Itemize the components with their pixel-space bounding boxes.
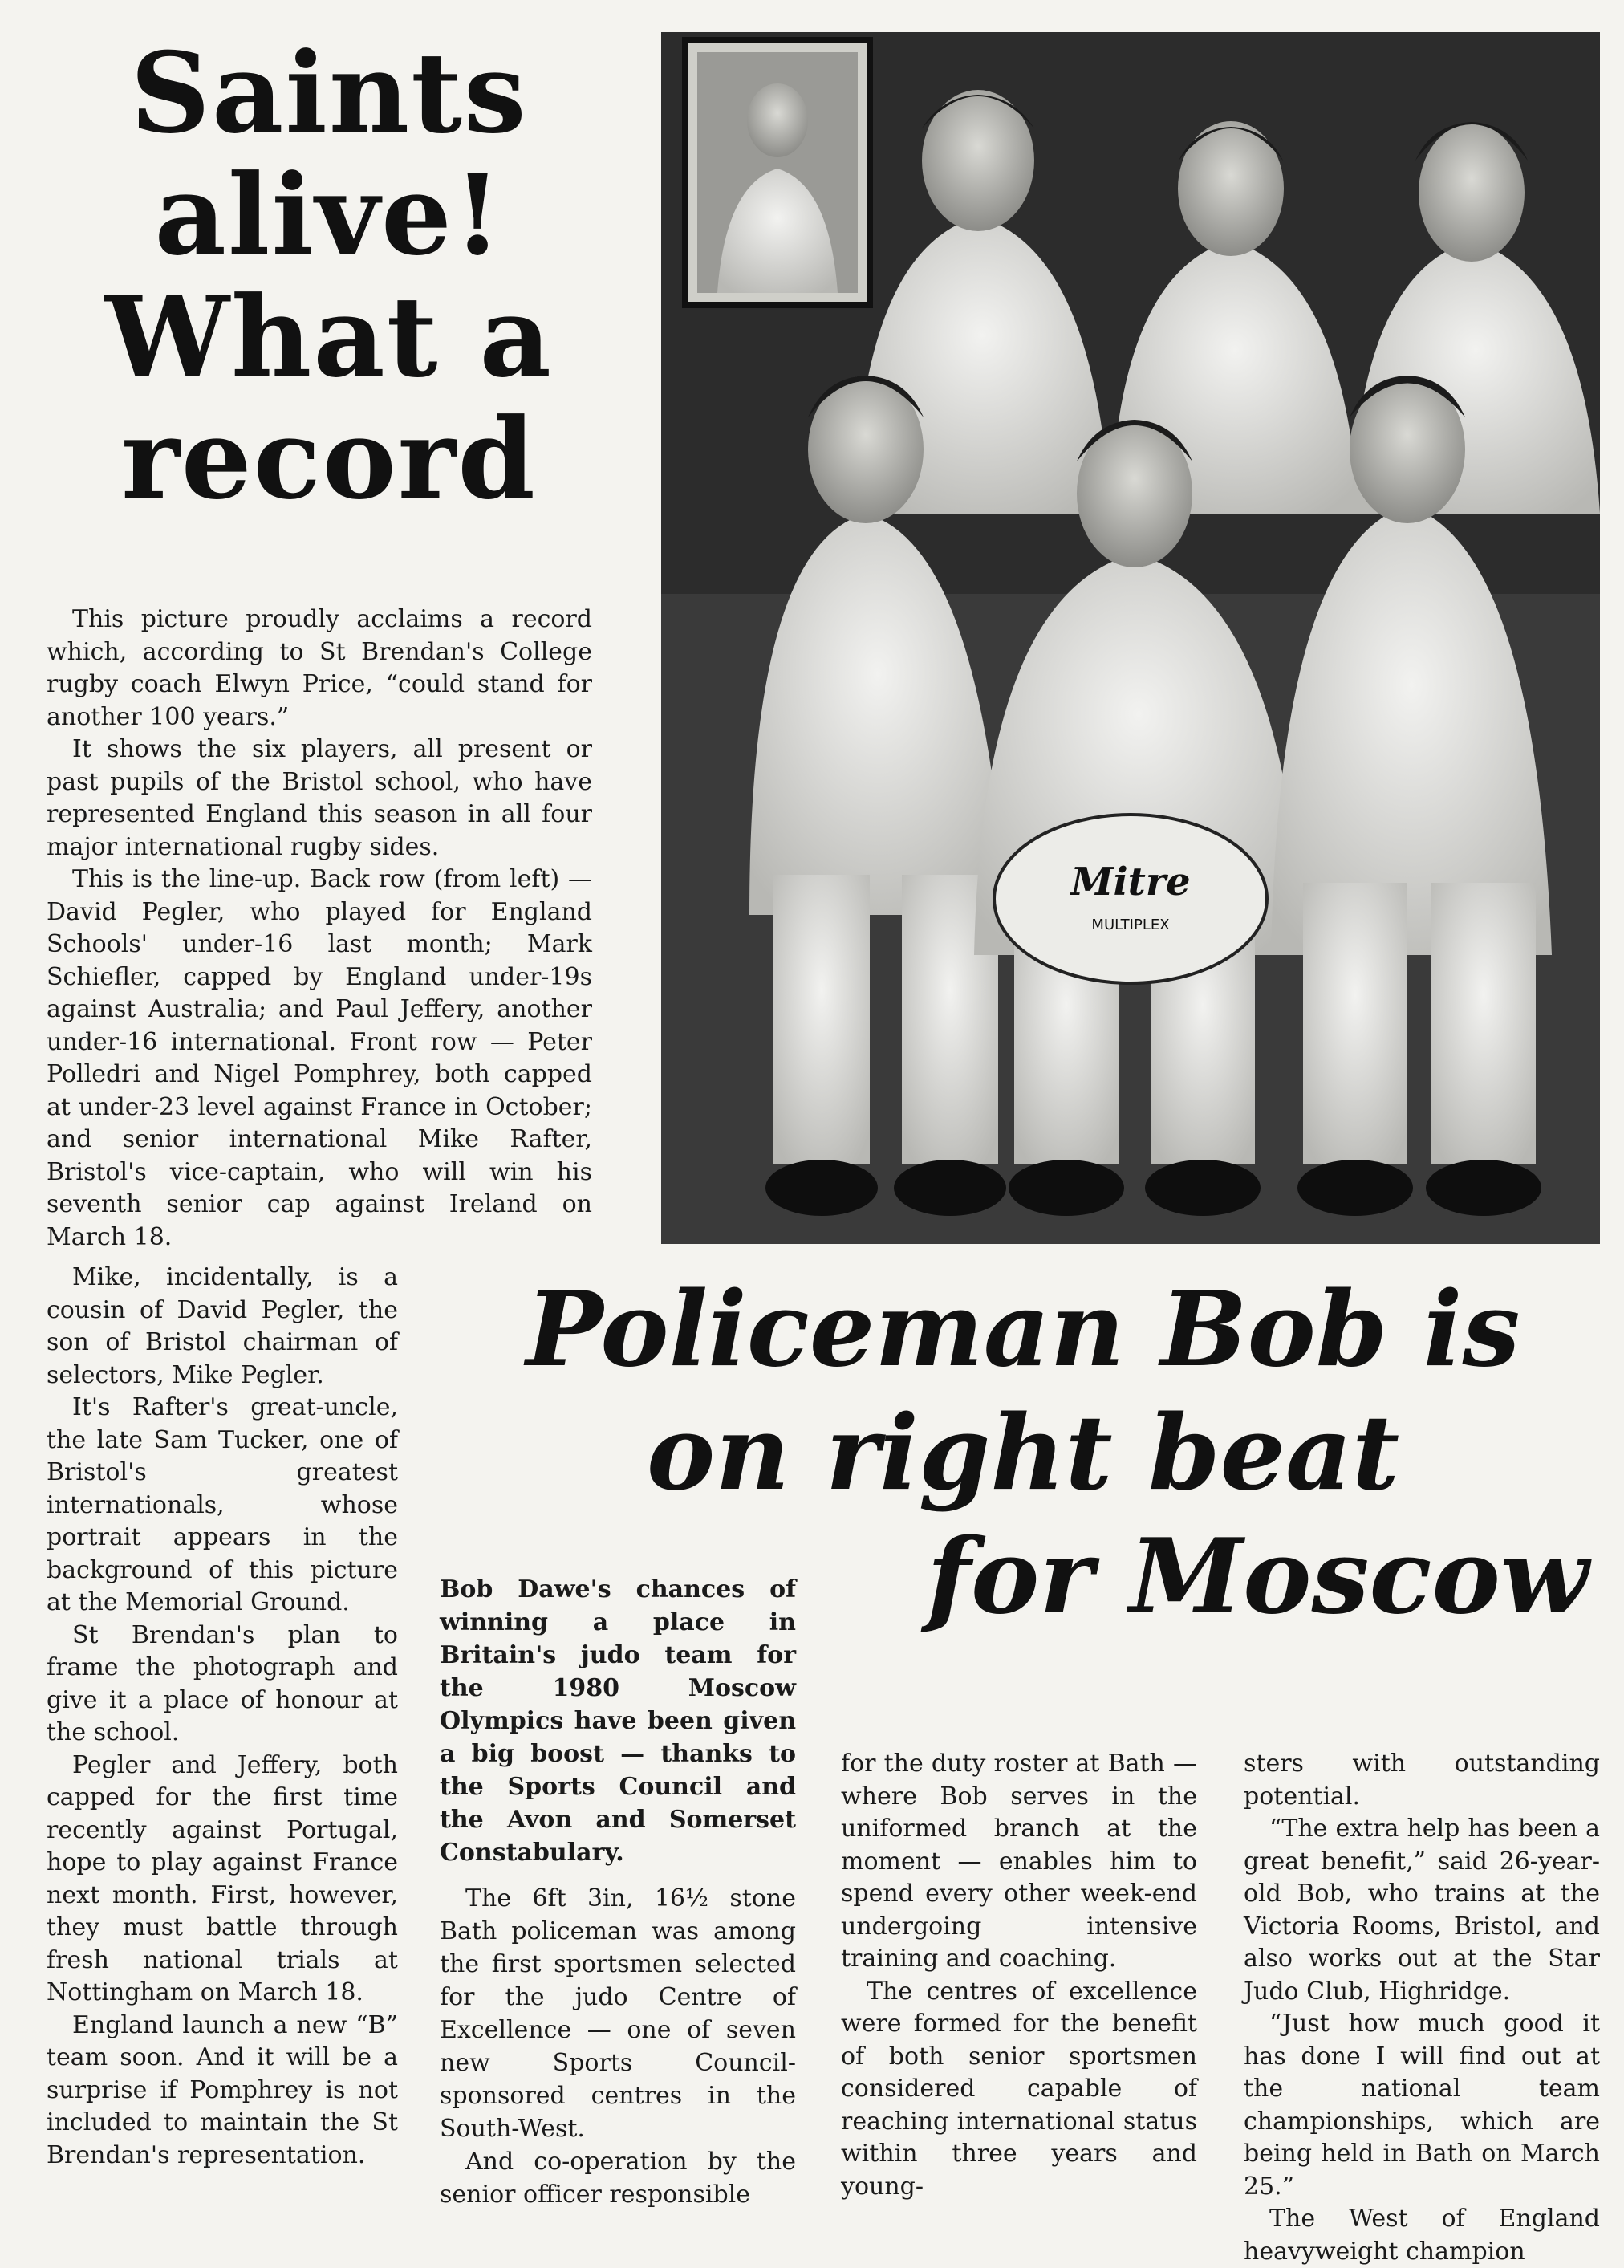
paragraph: This is the line-up. Back row (from left) — David Pegler, who played for England Schools' under-16 last month; Mark Schiefler, capped by England under-19s against Australia; and Paul Jeffery, another under-16 international. Front row — Peter Polledri and Nigel Pomphrey, both capped at under-23 level against France in October; and senior international Mike Rafter, Bristol's vice-captain, who will win his seventh senior cap against Ireland on March 18.: [47, 865, 592, 1251]
paragraph: “Just how much good it has done I will find out at the national team championships, which are being held in Bath on March 25.”: [1244, 2010, 1600, 2201]
article-bob-column-2: [841, 1748, 1197, 2203]
paragraph: And co-operation by the senior officer responsible: [440, 2148, 796, 2209]
paragraph: for the duty roster at Bath — where Bob serves in the uniformed branch at the moment — enables him to spend every other week-end undergoing intensive training and coaching.: [841, 1750, 1197, 1973]
article-saints-column-b: [47, 1262, 398, 2172]
headline-line: Saints: [130, 27, 528, 158]
paragraph: This picture proudly acclaims a record which, according to St Brendan's College rugby coach Elwyn Price, “could stand for another 100 years.”: [47, 605, 592, 731]
headline-line: for Moscow: [926, 1517, 1589, 1637]
headline-line: record: [121, 393, 537, 524]
article-bob-column-3: [1244, 1748, 1600, 2268]
headline-line: on right beat: [646, 1393, 1400, 1514]
paragraph: The West of England heavyweight champion: [1244, 2205, 1600, 2266]
paragraph: St Brendan's plan to frame the photograph and give it a place of honour at the school.: [47, 1620, 398, 1746]
team-photo: [661, 32, 1600, 1244]
paragraph: The centres of excellence were formed for the benefit of both senior sportsmen considered capable of reaching international status within three years and young-: [841, 1977, 1197, 2201]
paragraph: sters with outstanding potential.: [1244, 1750, 1600, 1811]
rugby-ball: [994, 815, 1267, 983]
lead-paragraph: Bob Dawe's chances of winning a place in Britain's judo team for the 1980 Moscow Olympics have been given a big boost — thanks to the Sports Council and the Avon and Somerset Constabulary.: [440, 1575, 796, 1867]
headline-saints-alive: [48, 27, 610, 524]
paragraph: It shows the six players, all present or past pupils of the Bristol school, who have represented England this season in all four major international rugby sides.: [47, 735, 592, 861]
team-photo-illustration: [661, 32, 1600, 1244]
article-saints-column-a: [47, 604, 592, 1254]
paragraph: England launch a new “B” team soon. And it will be a surprise if Pomphrey is not included to maintain the St Brendan's representation.: [47, 2010, 398, 2169]
paragraph: Pegler and Jeffery, both capped for the first time recently against Portugal, hope to play against France next month. First, however, they must battle through fresh national trials at Nottingham on March 18.: [47, 1750, 398, 2006]
article-bob-column-1: [440, 1573, 796, 2211]
headline-line: alive!: [154, 149, 504, 280]
paragraph: Mike, incidentally, is a cousin of David Pegler, the son of Bristol chairman of selectors, Mike Pegler.: [47, 1263, 398, 1389]
ball-brand: Mitre: [1070, 860, 1191, 904]
portrait-frame: [685, 40, 870, 305]
paragraph: It's Rafter's great-uncle, the late Sam Tucker, one of Bristol's greatest internationals, whose portrait appears in the background of this picture at the Memorial Ground.: [47, 1393, 398, 1616]
headline-line: What a: [105, 271, 553, 402]
ball-model: MULTIPLEX: [1091, 917, 1170, 933]
headline-line: Policeman Bob is: [526, 1270, 1520, 1390]
paragraph: “The extra help has been a great benefit,” said 26-year-old Bob, who trains at the Victoria Rooms, Bristol, and also works out at the Star Judo Club, Highridge.: [1244, 1815, 1600, 2006]
paragraph: The 6ft 3in, 16½ stone Bath policeman was among the first sportsmen selected for the judo Centre of Excellence — one of seven new Sports Council-sponsored centres in the South-West.: [440, 1884, 796, 2143]
